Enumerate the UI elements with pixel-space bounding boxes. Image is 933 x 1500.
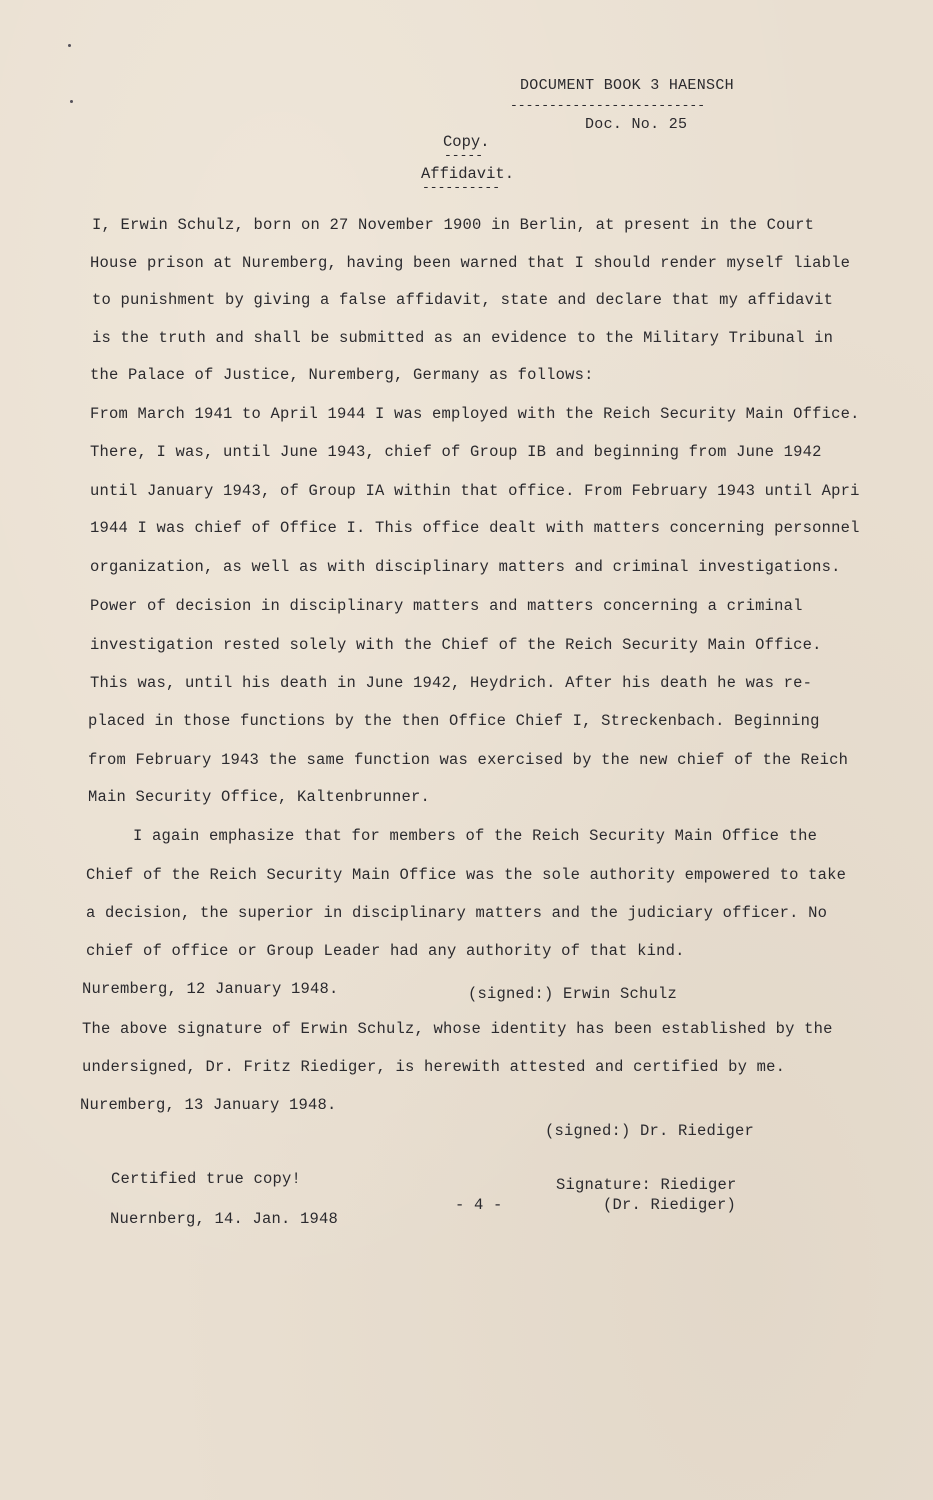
paragraph-2-line: From March 1941 to April 1944 I was employed with the Reich Security Main Office. xyxy=(90,405,860,423)
paragraph-2-line: 1944 I was chief of Office I. This office dealt with matters concerning personnel xyxy=(90,519,860,537)
doc-number: Doc. No. 25 xyxy=(585,116,688,133)
paragraph-2-line: This was, until his death in June 1942, Heydrich. After his death he was re- xyxy=(90,674,813,692)
paragraph-3-line: Chief of the Reich Security Main Office was the sole authority empowered to take xyxy=(86,866,847,884)
paragraph-3-line: I again emphasize that for members of the Reich Security Main Office the xyxy=(133,827,818,845)
paragraph-3-line: chief of office or Group Leader had any authority of that kind. xyxy=(86,942,685,960)
paragraph-1-line: I, Erwin Schulz, born on 27 November 1900 in Berlin, at present in the Court xyxy=(92,216,815,234)
margin-speck xyxy=(70,100,73,103)
document-book-underline: ------------------------- xyxy=(510,98,706,113)
paragraph-2-line: organization, as well as with disciplinary matters and criminal investigations. xyxy=(90,558,841,576)
paragraph-2-line: Main Security Office, Kaltenbrunner. xyxy=(88,788,431,806)
attestation-line: The above signature of Erwin Schulz, whose identity has been established by the xyxy=(82,1020,833,1038)
page-number: - 4 - xyxy=(455,1196,503,1214)
paragraph-2-line: from February 1943 the same function was exercised by the new chief of the Reich xyxy=(88,751,849,769)
paragraph-2-line: Power of decision in disciplinary matters and matters concerning a criminal xyxy=(90,597,803,615)
second-signature-place-date: Nuremberg, 13 January 1948. xyxy=(80,1096,337,1114)
footer-signature-name: (Dr. Riediger) xyxy=(603,1196,737,1214)
paragraph-1-line: House prison at Nuremberg, having been warned that I should render myself liable xyxy=(90,254,851,272)
certified-date: Nuernberg, 14. Jan. 1948 xyxy=(110,1210,339,1228)
footer-signature-label: Signature: Riediger xyxy=(556,1176,737,1194)
paragraph-2-line: investigation rested solely with the Chief of the Reich Security Main Office. xyxy=(90,636,822,654)
document-book-label: DOCUMENT BOOK 3 HAENSCH xyxy=(520,77,734,94)
paragraph-1-line: is the truth and shall be submitted as an evidence to the Military Tribunal in xyxy=(92,329,834,347)
margin-speck xyxy=(68,44,71,47)
title-underline: ---------- xyxy=(422,180,501,195)
paragraph-1-line: the Palace of Justice, Nuremberg, Germany as follows: xyxy=(90,366,594,384)
first-signature-place-date: Nuremberg, 12 January 1948. xyxy=(82,980,339,998)
certified-true-copy: Certified true copy! xyxy=(111,1170,302,1188)
paragraph-3-line: a decision, the superior in disciplinary matters and the judiciary officer. No xyxy=(86,904,828,922)
second-signature: (signed:) Dr. Riediger xyxy=(545,1122,755,1140)
attestation-line: undersigned, Dr. Fritz Riediger, is herewith attested and certified by me. xyxy=(82,1058,786,1076)
paragraph-1-line: to punishment by giving a false affidavit, state and declare that my affidavit xyxy=(92,291,834,309)
paragraph-2-line: There, I was, until June 1943, chief of Group IB and beginning from June 1942 xyxy=(90,443,822,461)
document-title: Affidavit. xyxy=(421,165,515,183)
paragraph-2-line: placed in those functions by the then Office Chief I, Streckenbach. Beginning xyxy=(88,712,820,730)
copy-underline: ----- xyxy=(444,148,484,163)
first-signature: (signed:) Erwin Schulz xyxy=(468,985,678,1003)
paragraph-2-line: until January 1943, of Group IA within that office. From February 1943 until Apri xyxy=(90,482,860,500)
copy-label: Copy. xyxy=(443,133,490,151)
